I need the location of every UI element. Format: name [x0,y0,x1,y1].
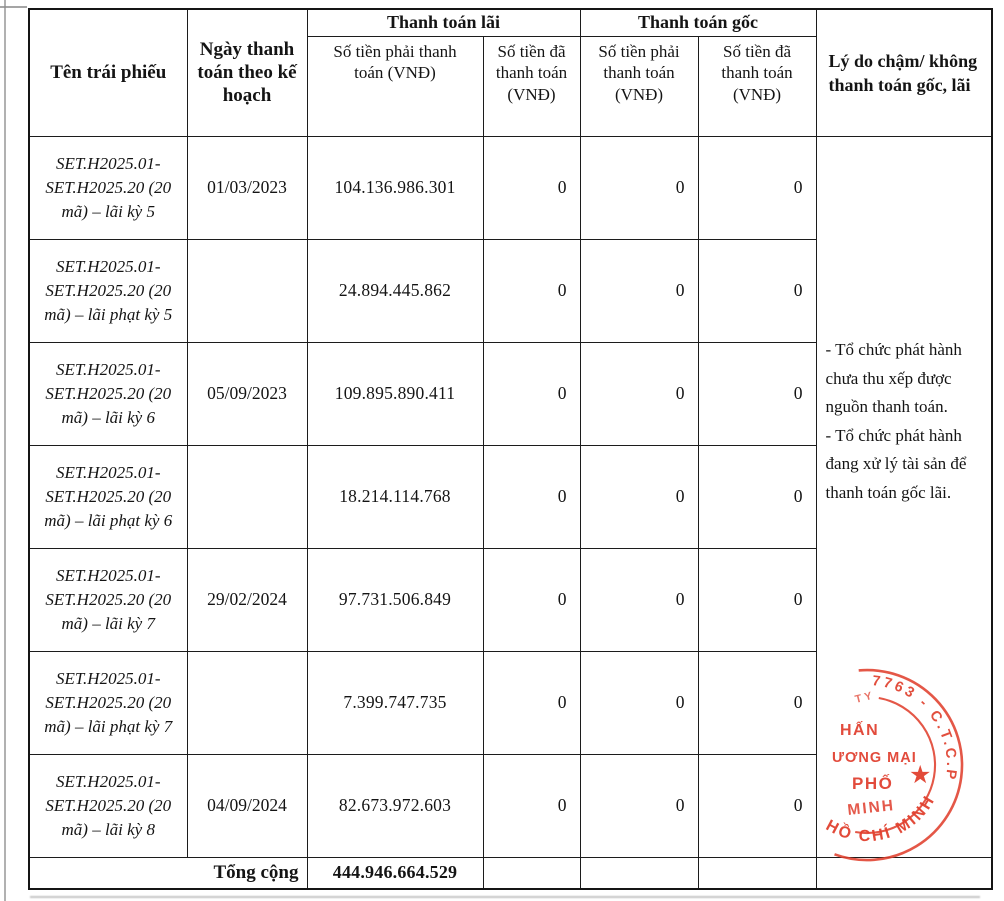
header-bond-name: Tên trái phiếu [29,9,187,136]
principal-paid-cell: 0 [698,136,816,239]
header-interest-group: Thanh toán lãi [307,9,580,36]
interest-due-cell: 82.673.972.603 [307,754,483,857]
reason-cell [816,136,992,857]
principal-paid-cell: 0 [698,754,816,857]
principal-due-cell: 0 [580,548,698,651]
table-footer [29,857,992,889]
page-edge-line [4,0,6,901]
bond-name-cell: SET.H2025.01-SET.H2025.20 (20 mã) – lãi kỳ 7 [29,548,187,651]
total-principal-paid-cell [698,857,816,889]
bond-name-cell: SET.H2025.01-SET.H2025.20 (20 mã) – lãi phạt kỳ 5 [29,239,187,342]
seal-arc-top-text: 7763 - C.T.C.P [871,673,960,783]
interest-due-cell: 18.214.114.768 [307,445,483,548]
header-reason: Lý do chậm/ không thanh toán gốc, lãi [816,9,992,136]
page-edge-line-top [0,6,27,8]
bond-name-cell: SET.H2025.01-SET.H2025.20 (20 mã) – lãi kỳ 6 [29,342,187,445]
principal-due-cell: 0 [580,239,698,342]
interest-paid-cell: 0 [483,445,580,548]
principal-due-cell: 0 [580,342,698,445]
payment-date-cell [187,445,307,548]
header-principal-paid: Số tiền đã thanh toán (VNĐ) [698,36,816,136]
interest-paid-cell: 0 [483,239,580,342]
principal-due-cell: 0 [580,651,698,754]
interest-paid-cell: 0 [483,651,580,754]
interest-due-cell: 7.399.747.735 [307,651,483,754]
table-row [29,136,992,239]
seal-fragment-ty: TY [853,689,877,706]
reason-line: - Tổ chức phát hành chưa thu xếp được nguồn thanh toán. [825,340,962,416]
principal-due-cell: 0 [580,136,698,239]
principal-due-cell: 0 [580,445,698,548]
seal-fragment-han: HẤN [840,722,880,739]
header-payment-date: Ngày thanh toán theo kế hoạch [187,9,307,136]
header-principal-group: Thanh toán gốc [580,9,816,36]
table-body [29,136,992,857]
interest-paid-cell: 0 [483,754,580,857]
payment-date-cell [187,651,307,754]
principal-paid-cell: 0 [698,651,816,754]
payment-date-cell [187,239,307,342]
table-bottom-shadow [30,896,980,898]
payment-date-cell: 29/02/2024 [187,548,307,651]
total-interest-paid-cell [483,857,580,889]
interest-paid-cell: 0 [483,136,580,239]
interest-due-cell: 24.894.445.862 [307,239,483,342]
payment-date-cell: 05/09/2023 [187,342,307,445]
header-interest-paid: Số tiền đã thanh toán (VNĐ) [483,36,580,136]
seal-fragment-minh: MINH [846,797,896,819]
reason-line: - Tổ chức phát hành đang xử lý tài sản để thanh toán gốc lãi. [825,425,967,502]
interest-paid-cell: 0 [483,342,580,445]
bond-payment-table [28,8,993,890]
principal-paid-cell: 0 [698,548,816,651]
payment-date-cell: 01/03/2023 [187,136,307,239]
seal-fragment-uong-mai: ƯƠNG MẠI [832,750,917,766]
principal-paid-cell: 0 [698,342,816,445]
interest-due-cell: 109.895.890.411 [307,342,483,445]
principal-paid-cell: 0 [698,239,816,342]
interest-due-cell: 104.136.986.301 [307,136,483,239]
seal-star-icon: ★ [909,761,932,789]
seal-fragment-pho: PHỐ [852,774,894,793]
bond-name-cell: SET.H2025.01-SET.H2025.20 (20 mã) – lãi phạt kỳ 7 [29,651,187,754]
bond-name-cell: SET.H2025.01-SET.H2025.20 (20 mã) – lãi phạt kỳ 6 [29,445,187,548]
principal-due-cell: 0 [580,754,698,857]
total-reason-cell [816,857,992,889]
interest-due-cell: 97.731.506.849 [307,548,483,651]
table-header [29,9,992,136]
bond-name-cell: SET.H2025.01-SET.H2025.20 (20 mã) – lãi kỳ 8 [29,754,187,857]
total-interest-due: 444.946.664.529 [307,857,483,889]
bond-name-cell: SET.H2025.01-SET.H2025.20 (20 mã) – lãi kỳ 5 [29,136,187,239]
seal-arc-bottom-text: HỒ CHÍ MINH [822,791,939,846]
total-principal-due-cell [580,857,698,889]
header-interest-due: Số tiền phải thanh toán (VNĐ) [307,36,483,136]
header-principal-due: Số tiền phải thanh toán (VNĐ) [580,36,698,136]
reason-text [817,336,992,657]
principal-paid-cell: 0 [698,445,816,548]
payment-date-cell: 04/09/2024 [187,754,307,857]
total-label: Tổng cộng [29,857,307,889]
interest-paid-cell: 0 [483,548,580,651]
